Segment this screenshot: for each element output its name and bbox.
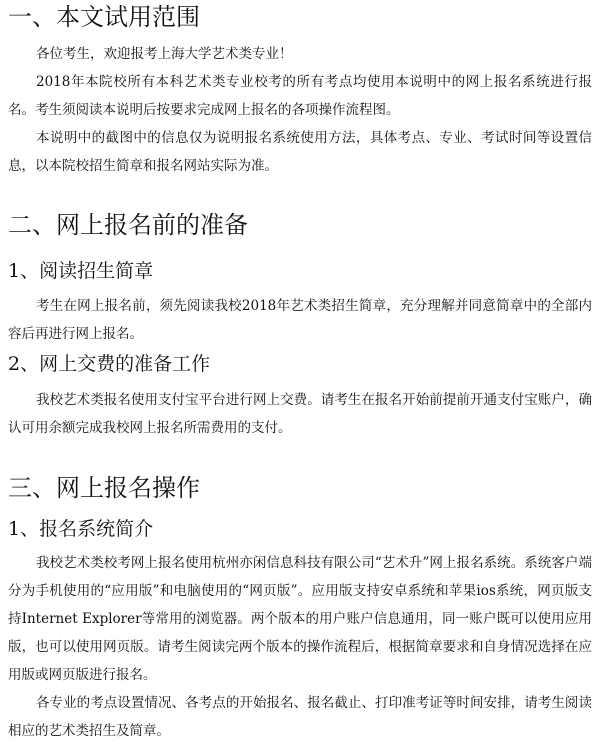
section-heading-preparation: 二、网上报名前的准备 [8, 211, 248, 239]
subsection-heading-payment-prep: 2、网上交费的准备工作 [8, 353, 211, 375]
paragraph-read-brochure: 考生在网上报名前，须先阅读我校2018年艺术类招生简章，充分理解并同意简章中的全部内容后再进行网上报名。 [8, 298, 592, 342]
paragraph-payment-prep: 我校艺术类报名使用支付宝平台进行网上交费。请考生在报名开始前提前开通支付宝账户，确认可用余额完成我校网上报名所需费用的支付。 [8, 392, 592, 436]
paragraph-scope-usage: 2018年本院校所有本科艺术类专业校考的所有考点均使用本说明中的网上报名系统进行报名。考生须阅读本说明后按要求完成网上报名的各项操作流程图。 [8, 74, 592, 118]
subsection-heading-system-intro: 1、报名系统简介 [8, 518, 154, 540]
paragraph-system-intro: 我校艺术类校考网上报名使用杭州亦闲信息科技有限公司“艺术升”网上报名系统。系统客户端分为手机使用的“应用版”和电脑使用的“网页版”。应用版支持安卓系统和苹果ios系统，网页版支持Internet Explorer等常用的浏览器。两个版本的用户账户信息通用，同一账户既可以使用应用版，也可以使用网页版。请考生阅读完两个版本的操作流程后，根据简章要求和自身情况选择在应用版或网页版进行报名。 [8, 555, 592, 683]
subsection-heading-read-brochure: 1、阅读招生简章 [8, 260, 154, 282]
paragraph-screenshot-note: 本说明中的截图中的信息仅为说明报名系统使用方法，具体考点、专业、考试时间等设置信息，以本院校招生简章和报名网站实际为准。 [8, 130, 592, 174]
section-heading-operation: 三、网上报名操作 [8, 474, 200, 502]
section-heading-scope: 一、本文试用范围 [8, 3, 200, 31]
paragraph-welcome: 各位考生，欢迎报考上海大学艺术类专业！ [36, 46, 293, 62]
paragraph-exam-schedule: 各专业的考点设置情况、各考点的开始报名、报名截止、打印准考证等时间安排，请考生阅读相应的艺术类招生及简章。 [8, 695, 592, 739]
